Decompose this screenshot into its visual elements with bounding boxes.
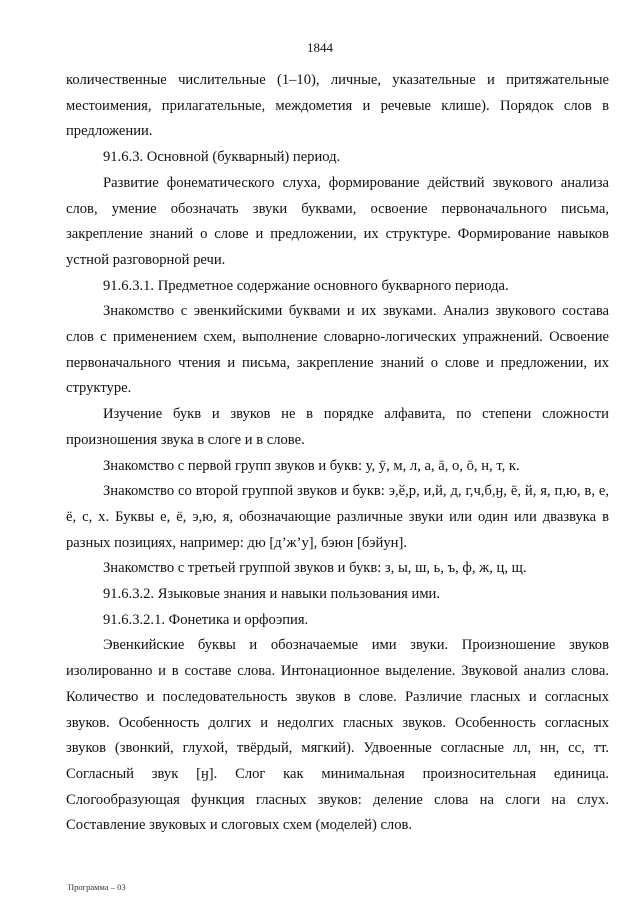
page-body bbox=[66, 68, 609, 839]
footer-label: Программа – 03 bbox=[68, 882, 126, 892]
paragraph-6: Изучение букв и звуков не в порядке алфавита, по степени сложности произношения звука в слоге и в слове. bbox=[66, 406, 609, 448]
section-heading-91-6-3-2-1: 91.6.3.2.1. Фонетика и орфоэпия. bbox=[103, 611, 309, 628]
paragraph-1: количественные числительные (1–10), личные, указательные и притяжательные местоимения, прилагательные, междометия и речевые клише). Порядок слов в предложении. bbox=[66, 72, 609, 140]
section-heading-91-6-3-2: 91.6.3.2. Языковые знания и навыки пользования ими. bbox=[103, 586, 441, 603]
paragraph-7: Знакомство с первой групп звуков и букв: у, ӯ, м, л, а, ā, о, ō, н, т, к. bbox=[103, 457, 520, 474]
paragraph-3: Развитие фонематического слуха, формирование действий звукового анализа слов, умение обозначать звуки буквами, освоение первоначального письма, закрепление знаний о слове и предложении, их структуре. Формирование навыков устной разговорной речи. bbox=[66, 174, 609, 268]
section-heading-91-6-3-1: 91.6.3.1. Предметное содержание основного букварного периода. bbox=[103, 277, 509, 294]
paragraph-8: Знакомство со второй группой звуков и букв: э,ӗ,р, и,й, д, г,ч,б,ӈ, ē, й, я, п,ю, в, е, ё, с, х. Буквы е, ё, э,ю, я, обозначающие различные звуки или один или двазвука в разных позициях, например: дю [д’ж’у], бэюн [бэйун]. bbox=[66, 483, 609, 551]
section-heading-91-6-3: 91.6.3. Основной (букварный) период. bbox=[103, 149, 341, 166]
paragraph-5: Знакомство с эвенкийскими буквами и их звуками. Анализ звукового состава слов с применением схем, выполнение словарно-логических упражнений. Освоение первоначального чтения и письма, закрепление знаний о слове и предложении, их структуре. bbox=[66, 303, 609, 397]
paragraph-12: Эвенкийские буквы и обозначаемые ими звуки. Произношение звуков изолированно и в составе слова. Интонационное выделение. Звуковой анализ слова. Количество и последовательность звуков в слове. Различие гласных и согласных звуков. Особенность долгих и недолгих гласных звуков. Особенность согласных звуков (звонкий, глухой, твёрдый, мягкий). Удвоенные согласные лл, нн, сс, тт. Согласный звук [ӈ]. Слог как минимальная произносительная единица. Слогообразующая функция гласных звуков: деление слова на слоги на слух. Составление звуковых и слоговых схем (моделей) слов. bbox=[66, 637, 609, 834]
paragraph-9: Знакомство с третьей группой звуков и букв: з, ы, ш, ь, ъ, ф, ж, ц, щ. bbox=[103, 560, 527, 577]
page-number: 1844 bbox=[307, 40, 333, 55]
